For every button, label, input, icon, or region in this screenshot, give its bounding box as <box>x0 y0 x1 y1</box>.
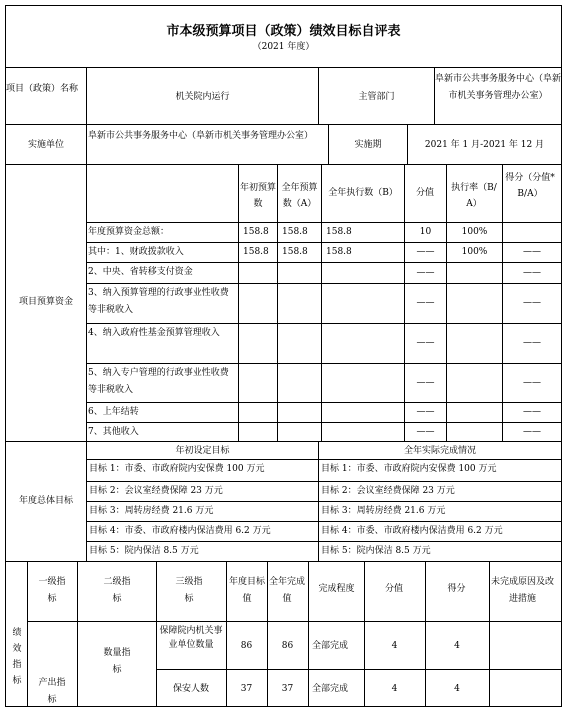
grid-line <box>156 669 562 670</box>
budget-row-label: 2、中央、省转移支付资金 <box>88 267 193 277</box>
ind-header-score: 得分 <box>447 584 466 594</box>
period-value: 2021 年 1 月-2021 年 12 月 <box>424 140 545 150</box>
grid-line <box>86 262 562 263</box>
grid-line <box>86 323 562 324</box>
project-name-value: 机关院内运行 <box>175 92 230 102</box>
budget-header-rate: 执行率（B/A） <box>451 183 497 209</box>
ind-header-level3: 三级指标 <box>175 577 203 604</box>
goals-section-label: 年度总体目标 <box>18 496 73 506</box>
dept-label: 主管部门 <box>358 92 395 102</box>
ind-header-reason: 未完成原因及改进措施 <box>490 577 554 604</box>
table-border-bottom <box>5 706 562 707</box>
grid-line <box>86 242 562 243</box>
dept-value: 阜新市公共事务服务中心（阜新市机关事务管理办公室） <box>435 74 562 101</box>
grid-line <box>328 124 329 165</box>
goal-actual-item: 目标 3：周转房经费 21.6 万元 <box>321 506 446 516</box>
budget-header-annual: 全年预算数（A） <box>281 183 318 209</box>
budget-header-score: 得分（分值*B/A） <box>505 173 555 199</box>
period-label: 实施期 <box>354 140 382 150</box>
budget-row-label: 4、纳入政府性基金预算管理收入 <box>88 328 220 338</box>
ind-header-completion: 完成程度 <box>318 584 355 594</box>
grid-line <box>86 402 562 403</box>
budget-row-label: 7、其他收入 <box>88 427 139 437</box>
budget-cell-score-value: —— <box>416 407 435 417</box>
budget-cell-rate: 100% <box>461 247 488 257</box>
budget-cell-annual: 158.8 <box>282 247 308 257</box>
budget-cell-score: —— <box>523 268 541 278</box>
budget-row-label: 3、纳入预算管理的行政事业性收费等非税收入 <box>88 288 229 315</box>
budget-header-initial: 年初预算数 <box>239 183 276 209</box>
grid-line <box>5 67 562 68</box>
grid-line <box>308 561 309 707</box>
indicator-actual-value: 86 <box>281 641 294 651</box>
grid-line <box>446 164 447 441</box>
budget-section-label: 项目预算资金 <box>18 297 73 307</box>
grid-line <box>407 124 408 165</box>
table-title: 市本级预算项目（政策）绩效目标自评表 <box>166 24 401 39</box>
goal-planned-item: 目标 4：市委、市政府楼内保洁费用 6.2 万元 <box>89 526 271 536</box>
table-border-top <box>5 5 562 6</box>
goal-actual-item: 目标 5：院内保洁 8.5 万元 <box>321 546 431 556</box>
grid-line <box>86 67 87 125</box>
indicator-score-value: 4 <box>391 684 398 694</box>
budget-cell-initial: 158.8 <box>243 247 269 257</box>
grid-line <box>77 561 78 707</box>
goal-planned-item: 目标 2：会议室经费保障 23 万元 <box>89 486 223 496</box>
budget-header-executed: 全年执行数（B） <box>328 188 398 198</box>
budget-cell-score-value: 10 <box>419 227 432 237</box>
grid-line <box>489 561 490 707</box>
goals-planned-header: 年初设定目标 <box>175 446 230 456</box>
grid-line <box>156 561 157 707</box>
indicator-score-value: 4 <box>391 641 398 651</box>
grid-line <box>5 124 562 125</box>
indicators-section-label: 绩效指标 <box>12 628 22 686</box>
goal-planned-item: 目标 5：院内保洁 8.5 万元 <box>89 546 199 556</box>
goals-actual-header: 全年实际完成情况 <box>403 446 476 456</box>
ind-header-target: 年度目标值 <box>228 577 265 604</box>
goal-planned-item: 目标 1：市委、市政府院内安保费 100 万元 <box>89 464 265 474</box>
budget-cell-score-value: —— <box>416 298 435 308</box>
grid-line <box>86 363 562 364</box>
indicator-score: 4 <box>454 641 460 651</box>
indicator-completion: 全部完成 <box>312 641 349 651</box>
ind-header-score-value: 分值 <box>384 584 403 594</box>
grid-line <box>5 561 562 562</box>
grid-line <box>86 222 562 223</box>
budget-cell-score: —— <box>523 338 541 348</box>
goal-planned-item: 目标 3：周转房经费 21.6 万元 <box>89 506 214 516</box>
budget-cell-executed: 158.8 <box>326 247 352 257</box>
grid-line <box>86 124 87 165</box>
indicator-completion: 全部完成 <box>312 684 349 694</box>
goal-actual-item: 目标 1：市委、市政府院内安保费 100 万元 <box>321 464 497 474</box>
budget-cell-initial: 158.8 <box>243 227 269 237</box>
budget-cell-score-value: —— <box>416 378 435 388</box>
indicator-level3-label: 保障院内机关事业单位数量 <box>159 626 223 650</box>
grid-line <box>434 67 435 125</box>
budget-cell-score: —— <box>523 247 541 257</box>
indicator-actual-value: 37 <box>281 684 294 694</box>
grid-line <box>277 164 278 441</box>
grid-line <box>86 541 562 542</box>
goal-actual-item: 目标 2：会议室经费保障 23 万元 <box>321 486 455 496</box>
grid-line <box>86 481 562 482</box>
budget-row-label: 其中：1、财政拨款收入 <box>88 247 184 257</box>
budget-row-label: 年度预算资金总额： <box>88 227 170 237</box>
grid-line <box>5 441 562 442</box>
project-name-label: 项目（政策）名称 <box>6 84 79 94</box>
ind-header-level2: 二级指标 <box>103 577 131 604</box>
ind-header-actual: 全年完成值 <box>268 577 305 604</box>
goal-actual-item: 目标 4：市委、市政府楼内保洁费用 6.2 万元 <box>321 526 503 536</box>
table-year: （2021 年度） <box>252 42 315 52</box>
indicator-score: 4 <box>454 684 460 694</box>
indicator-level3-label: 保安人数 <box>172 684 209 694</box>
grid-line <box>86 501 562 502</box>
budget-cell-rate: 100% <box>461 227 488 237</box>
budget-cell-score-value: —— <box>416 427 435 437</box>
grid-line <box>27 621 562 622</box>
grid-line <box>86 459 562 460</box>
budget-cell-executed: 158.8 <box>326 227 352 237</box>
budget-cell-score: —— <box>523 298 541 308</box>
grid-line <box>86 521 562 522</box>
budget-header-score-value: 分值 <box>415 188 434 198</box>
impl-unit-value: 阜新市公共事务服务中心（阜新市机关事务管理办公室） <box>88 131 314 141</box>
table-border-right <box>561 5 562 707</box>
budget-cell-score-value: —— <box>416 247 435 257</box>
table-border-left <box>5 5 6 707</box>
budget-row-label: 5、纳入专户管理的行政事业性收费等非税收入 <box>88 368 229 395</box>
ind-level2-quantity: 数量指标 <box>103 648 131 675</box>
grid-line <box>321 164 322 441</box>
budget-row-label: 6、上年结转 <box>88 407 139 417</box>
indicator-target-value: 86 <box>240 641 253 651</box>
budget-cell-score-value: —— <box>416 338 435 348</box>
grid-line <box>238 164 239 441</box>
indicator-target-value: 37 <box>240 684 253 694</box>
budget-cell-score: —— <box>523 378 541 388</box>
budget-cell-score: —— <box>523 407 541 417</box>
grid-line <box>86 422 562 423</box>
ind-level1-output: 产出指标 <box>38 678 66 705</box>
impl-unit-label: 实施单位 <box>27 140 64 150</box>
grid-line <box>318 67 319 125</box>
grid-line <box>86 283 562 284</box>
grid-line <box>27 561 28 707</box>
grid-line <box>86 164 87 441</box>
ind-header-level1: 一级指标 <box>38 577 66 604</box>
budget-cell-score: —— <box>523 427 541 437</box>
budget-cell-annual: 158.8 <box>282 227 308 237</box>
grid-line <box>5 164 562 165</box>
budget-cell-score-value: —— <box>416 268 435 278</box>
